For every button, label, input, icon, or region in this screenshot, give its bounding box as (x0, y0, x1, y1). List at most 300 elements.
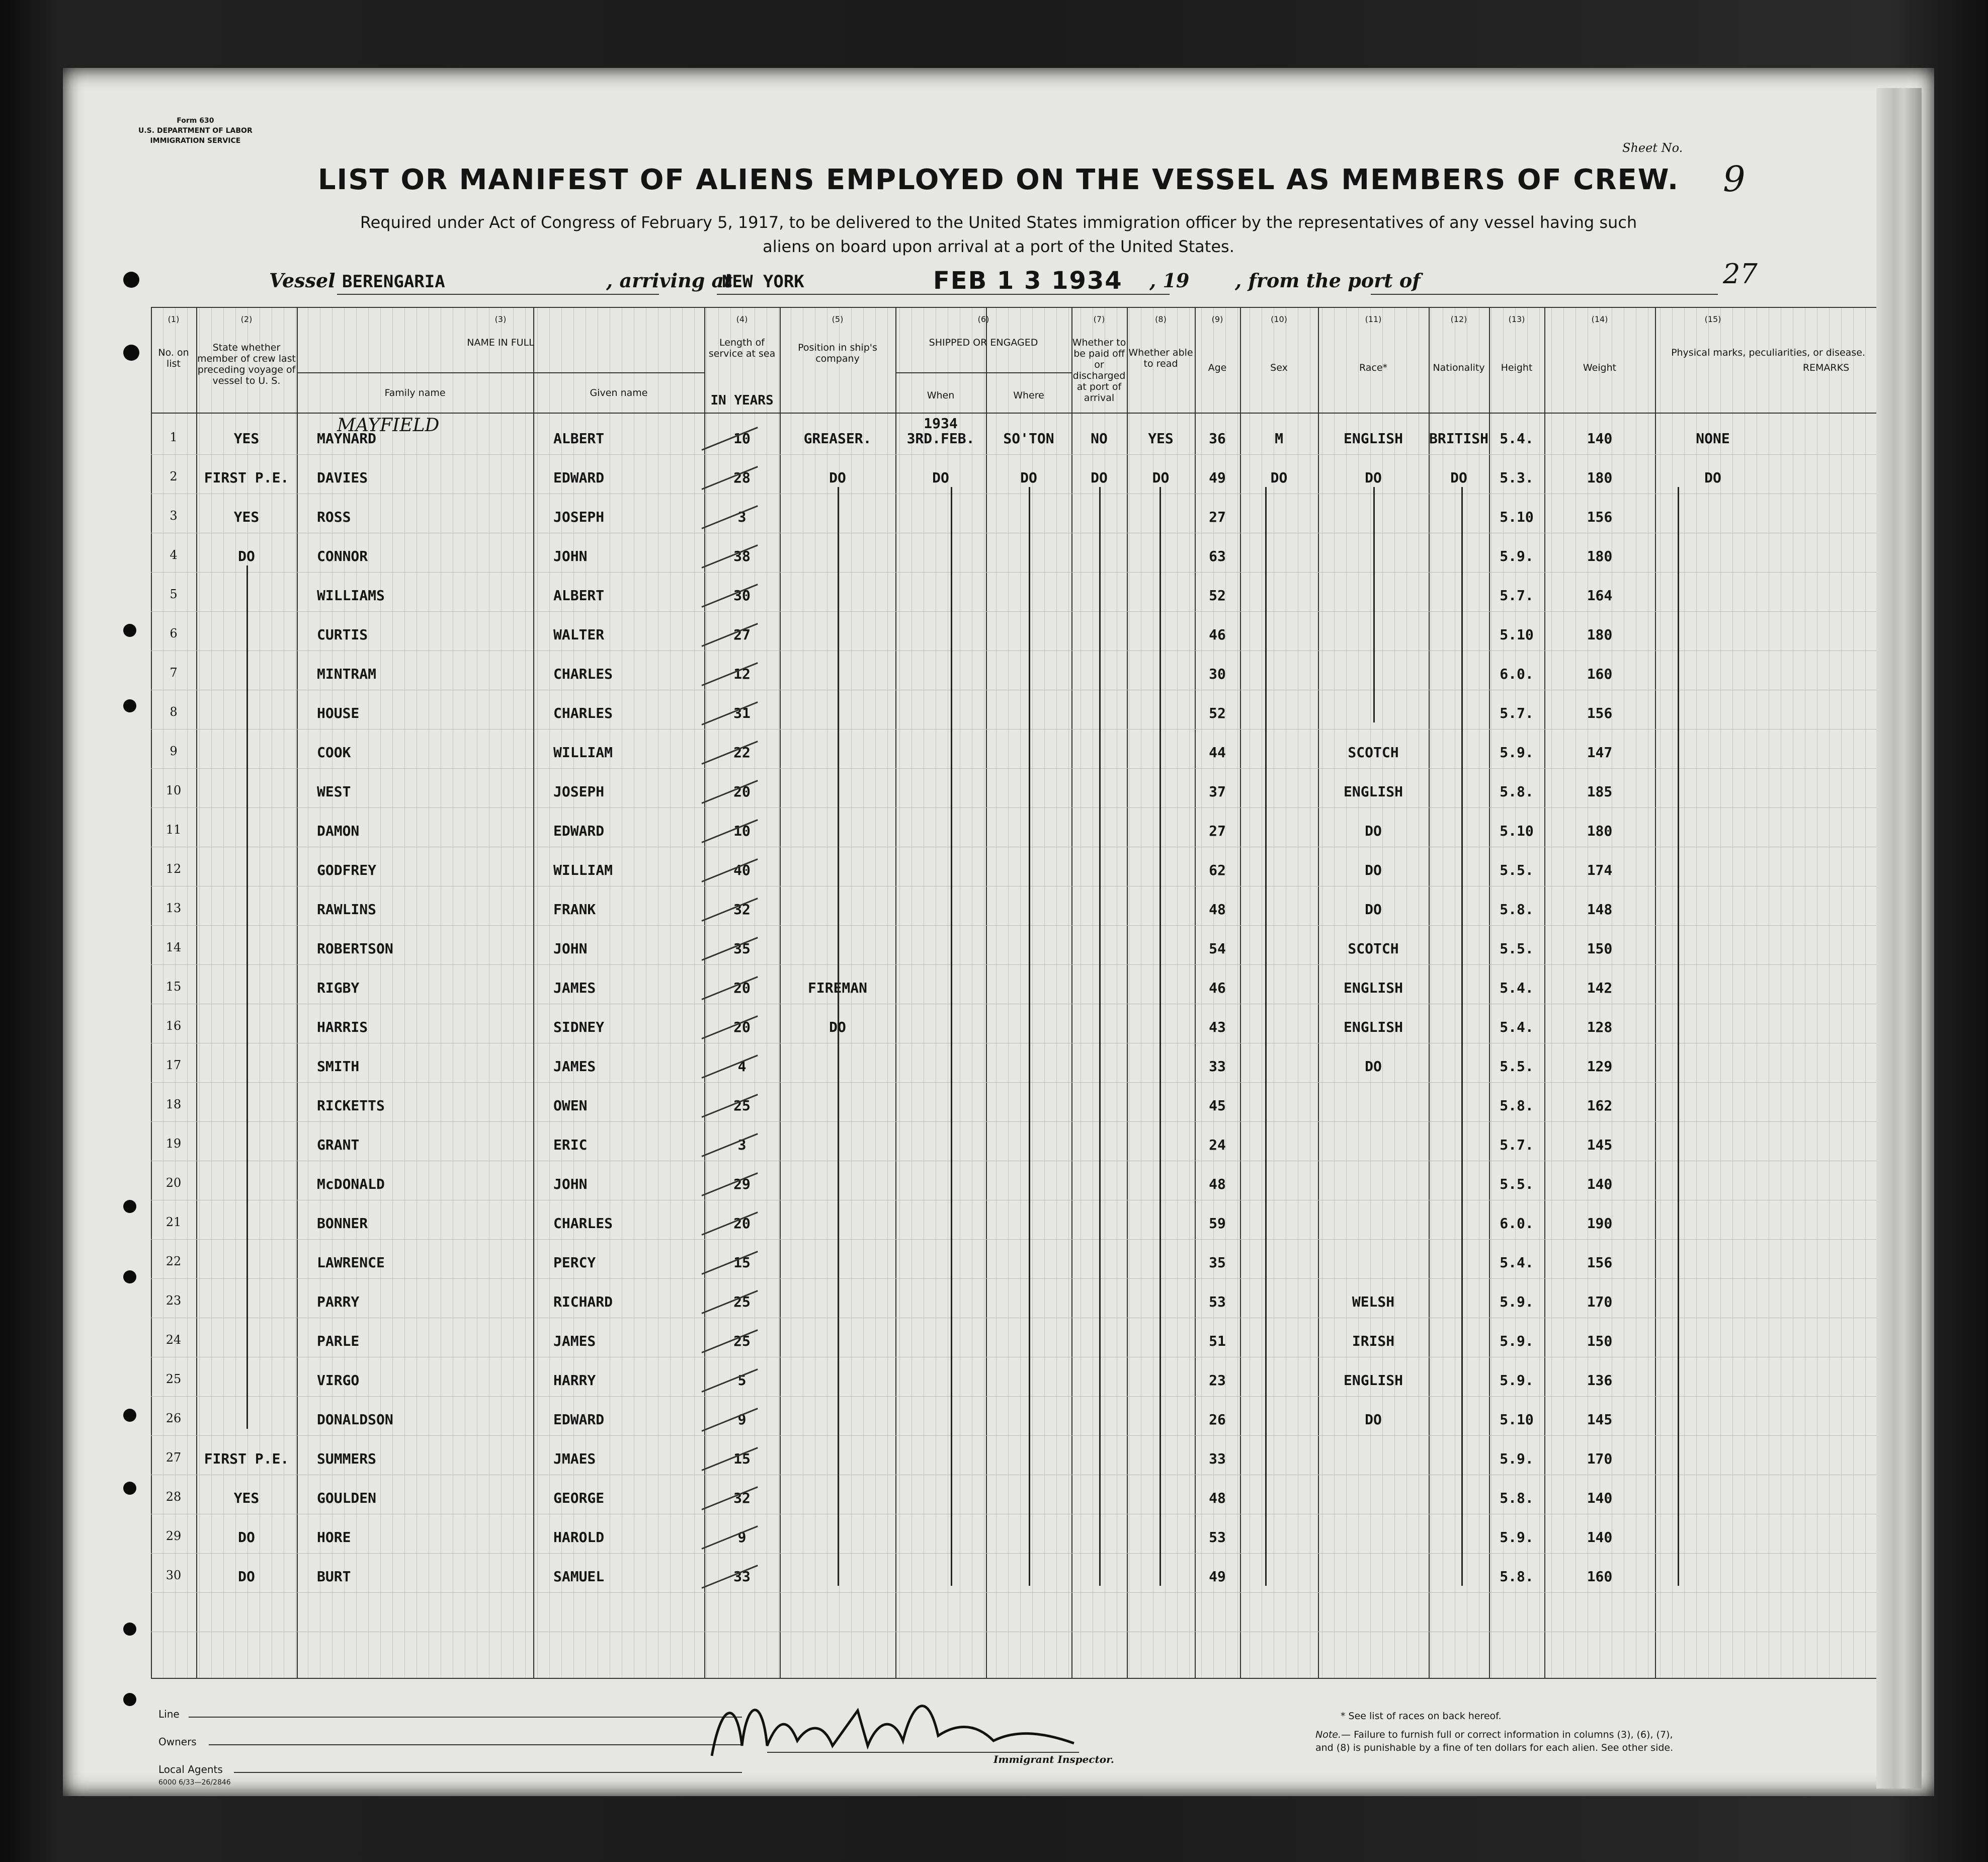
cell-weight: 145 (1587, 1411, 1613, 1428)
cell-given: FRANK (553, 901, 596, 918)
column-separator (1429, 307, 1430, 1678)
grid-fine-line (694, 307, 695, 1678)
binder-hole (123, 1200, 136, 1213)
cell-years: 10 (733, 823, 751, 839)
cell-race: ENGLISH (1343, 980, 1403, 996)
row-number: 7 (170, 666, 178, 680)
column-separator (1127, 307, 1128, 1678)
row-number: 2 (170, 469, 178, 483)
header-able-read: Whether able to read (1128, 347, 1193, 369)
cell-years: 9 (737, 1411, 747, 1428)
cell-position: DO (829, 1019, 846, 1035)
cell-given: JAMES (553, 980, 596, 996)
cell-years: 28 (733, 469, 751, 486)
grid-fine-line (1853, 307, 1854, 1678)
header-when: When (927, 390, 955, 401)
column-number: (8) (1155, 314, 1167, 324)
cell-age: 27 (1209, 823, 1226, 839)
cell-given: RICHARD (553, 1293, 613, 1310)
cell-family: GOULDEN (317, 1490, 377, 1506)
grid-fine-line (1068, 307, 1069, 1678)
cell-height: 5.9. (1500, 1450, 1534, 1467)
cell-given: CHARLES (553, 666, 613, 682)
column-number: (6) (977, 314, 989, 324)
cell-height: 5.9. (1500, 548, 1534, 564)
header-no-on-list: No. on list (158, 347, 189, 369)
cell-race: IRISH (1352, 1333, 1395, 1349)
cell-weight: 136 (1587, 1372, 1613, 1389)
cell-age: 23 (1209, 1372, 1226, 1389)
cell-family: BURT (317, 1568, 351, 1585)
cell-given: WILLIAM (553, 862, 613, 878)
cell-when: DO (932, 469, 949, 486)
cell-weight: 180 (1587, 469, 1613, 486)
header-physical: Physical marks, peculiarities, or disease. (1671, 347, 1865, 358)
cell-family: COOK (317, 744, 351, 761)
manifest-table (151, 307, 1881, 1678)
ditto-line (1461, 487, 1463, 1586)
grid-fine-line (380, 307, 381, 1678)
grid-fine-line (899, 307, 900, 1678)
handwritten-correction: MAYFIELD (337, 415, 440, 436)
cell-given: GEORGE (553, 1490, 605, 1506)
row-number: 26 (165, 1411, 182, 1425)
cell-age: 53 (1209, 1293, 1226, 1310)
cell-given: EDWARD (553, 469, 605, 486)
cell-age: 63 (1209, 548, 1226, 564)
cell-given: WILLIAM (553, 744, 613, 761)
races-note: * See list of races on back hereof. (1341, 1711, 1502, 1722)
cell-years: 33 (733, 1568, 751, 1585)
ditto-line (1099, 487, 1101, 1586)
row-rule (151, 1592, 1881, 1593)
row-rule (151, 925, 1881, 926)
row-rule (151, 1082, 1881, 1083)
cell-height: 5.5. (1500, 1176, 1534, 1192)
row-rule (151, 807, 1881, 808)
cell-weight: 162 (1587, 1097, 1613, 1114)
cell-prev: DO (238, 548, 255, 564)
cell-height: 5.4. (1500, 980, 1534, 996)
date-stamp: FEB 1 3 1934 (933, 267, 1123, 295)
row-number: 1 (170, 430, 178, 444)
cell-height: 5.9. (1500, 744, 1534, 761)
cell-given: ERIC (553, 1137, 588, 1153)
cell-age: 33 (1209, 1058, 1226, 1075)
cell-years: 20 (733, 783, 751, 800)
cell-years: 5 (737, 1372, 747, 1389)
cell-race: ENGLISH (1343, 783, 1403, 800)
header-family-name: Family name (384, 387, 446, 398)
grid-fine-line (1660, 307, 1661, 1678)
cell-years: 3 (737, 509, 747, 525)
row-number: 24 (165, 1333, 182, 1347)
grid-fine-line (404, 307, 405, 1678)
ditto-line (1678, 487, 1679, 1586)
column-separator (1071, 307, 1072, 1678)
cell-given: HARRY (553, 1372, 596, 1389)
note-label: Note.— (1315, 1729, 1351, 1740)
grid-fine-line (1732, 307, 1733, 1678)
cell-family: SMITH (317, 1058, 360, 1075)
cell-when-year: 1934 (924, 415, 958, 432)
row-number: 15 (165, 980, 182, 994)
grid-fine-line (1189, 307, 1190, 1678)
cell-height: 5.5. (1500, 940, 1534, 957)
cell-family: RAWLINS (317, 901, 377, 918)
cell-weight: 160 (1587, 666, 1613, 682)
cell-weight: 170 (1587, 1450, 1613, 1467)
row-number: 6 (170, 626, 178, 640)
cell-family: DAMON (317, 823, 360, 839)
cell-given: EDWARD (553, 823, 605, 839)
cell-nationality: BRITISH (1429, 430, 1488, 447)
cell-prev: YES (233, 1490, 260, 1506)
row-number: 27 (165, 1450, 182, 1465)
row-number: 20 (165, 1176, 182, 1190)
cell-weight: 174 (1587, 862, 1613, 878)
cell-age: 51 (1209, 1333, 1226, 1349)
cell-prev: FIRST P.E. (204, 469, 289, 486)
cell-family: GODFREY (317, 862, 377, 878)
grid-fine-line (1865, 307, 1866, 1678)
cell-given: SIDNEY (553, 1019, 605, 1035)
cell-weight: 160 (1587, 1568, 1613, 1585)
row-number: 10 (165, 783, 182, 797)
cell-given: SAMUEL (553, 1568, 605, 1585)
arriving-label: , arriving at (606, 269, 733, 292)
header-age: Age (1208, 362, 1227, 373)
cell-given: JAMES (553, 1058, 596, 1075)
cell-given: JMAES (553, 1450, 596, 1467)
binder-hole (123, 1693, 136, 1706)
cell-family: HARRIS (317, 1019, 368, 1035)
column-separator (986, 307, 987, 1678)
grid-fine-line (1829, 307, 1830, 1678)
row-rule (151, 768, 1881, 769)
cell-years: 25 (733, 1333, 751, 1349)
cell-years: 29 (733, 1176, 751, 1192)
cell-given: JOHN (553, 548, 588, 564)
row-number: 30 (165, 1568, 182, 1582)
cell-weight: 147 (1587, 744, 1613, 761)
binder-hole (123, 1270, 136, 1283)
ditto-line (1373, 487, 1375, 722)
subtitle-line-1: Required under Act of Congress of February 5, 1917, to be delivered to the United States immigration officer by the representatives of any vessel having such (360, 213, 1637, 232)
cell-given: JAMES (553, 1333, 596, 1349)
cell-weight: 180 (1587, 626, 1613, 643)
agents-underline (234, 1771, 742, 1773)
cell-age: 45 (1209, 1097, 1226, 1114)
cell-years: 25 (733, 1293, 751, 1310)
grid-fine-line (1032, 307, 1033, 1678)
ditto-line (838, 1036, 839, 1586)
cell-family: RIGBY (317, 980, 360, 996)
cell-family: HORE (317, 1529, 351, 1546)
header-length-service: Length of service at sea (708, 337, 776, 359)
cell-given: OWEN (553, 1097, 588, 1114)
cell-race: SCOTCH (1348, 940, 1399, 957)
grid-fine-line (501, 307, 502, 1678)
column-number: (15) (1704, 314, 1721, 324)
row-number: 25 (165, 1372, 182, 1386)
cell-prev: DO (238, 1568, 255, 1585)
page-title: LIST OR MANIFEST OF ALIENS EMPLOYED ON THE VESSEL AS MEMBERS OF CREW. (317, 164, 1680, 196)
cell-age: 27 (1209, 509, 1226, 525)
cell-family: VIRGO (317, 1372, 360, 1389)
row-number: 21 (165, 1215, 182, 1229)
cell-age: 44 (1209, 744, 1226, 761)
cell-age: 53 (1209, 1529, 1226, 1546)
cell-given: JOHN (553, 940, 588, 957)
cell-height: 6.0. (1500, 666, 1534, 682)
line-label: Line (158, 1708, 180, 1720)
column-number: (9) (1211, 314, 1223, 324)
cell-age: 54 (1209, 940, 1226, 957)
cell-age: 52 (1209, 705, 1226, 721)
form-number: Form 630 (177, 117, 214, 125)
row-number: 3 (170, 509, 178, 523)
cell-given: PERCY (553, 1254, 596, 1271)
column-number: (7) (1093, 314, 1105, 324)
from-port-underline (1371, 292, 1718, 295)
sheet-number: 9 (1723, 158, 1746, 200)
cell-given: ALBERT (553, 430, 605, 447)
cell-position: GREASER. (803, 430, 872, 447)
year-label: , 19 (1149, 269, 1190, 292)
header-sex: Sex (1270, 362, 1288, 373)
arrival-underline (717, 292, 938, 295)
grid-fine-line (1056, 307, 1057, 1678)
row-number: 16 (165, 1019, 182, 1033)
cell-height: 5.10 (1500, 626, 1534, 643)
date-underline (928, 292, 1170, 295)
cell-family: PARLE (317, 1333, 360, 1349)
row-number: 14 (165, 940, 182, 954)
cell-age: 24 (1209, 1137, 1226, 1153)
cell-race: WELSH (1352, 1293, 1395, 1310)
page-number: 27 (1723, 258, 1758, 290)
header-weight: Weight (1583, 362, 1617, 373)
cell-height: 5.8. (1500, 1490, 1534, 1506)
header-nationality: Nationality (1433, 362, 1485, 373)
header-position: Position in ship's company (798, 342, 877, 364)
header-name-in-full: NAME IN FULL (467, 337, 534, 348)
row-rule (151, 1396, 1881, 1397)
cell-family: GRANT (317, 1137, 360, 1153)
cell-years: 15 (733, 1254, 751, 1271)
column-number: (4) (736, 314, 748, 324)
cell-physical: NONE (1696, 430, 1730, 447)
cell-height: 5.8. (1500, 783, 1534, 800)
binder-hole (123, 699, 136, 712)
cell-years: 10 (733, 430, 751, 447)
cell-years: 20 (733, 1215, 751, 1232)
cell-family: WEST (317, 783, 351, 800)
note-text: Failure to furnish full or correct information in columns (3), (6), (7), and (8) is punishable by a fine of ten dollars for each alien. See other side. (1315, 1729, 1674, 1753)
cell-years: 15 (733, 1450, 751, 1467)
page-stack-edge (1876, 88, 1922, 1789)
cell-years: 4 (737, 1058, 747, 1075)
cell-years: 31 (733, 705, 751, 721)
cell-family: BONNER (317, 1215, 368, 1232)
row-number: 8 (170, 705, 178, 719)
cell-given: CHARLES (553, 705, 613, 721)
cell-height: 5.9. (1500, 1372, 1534, 1389)
cell-age: 52 (1209, 587, 1226, 604)
cell-read: YES (1148, 430, 1174, 447)
cell-family: DONALDSON (317, 1411, 393, 1428)
cell-weight: 164 (1587, 587, 1613, 604)
column-number: (3) (494, 314, 507, 324)
cell-height: 5.4. (1500, 430, 1534, 447)
row-rule (151, 1435, 1881, 1436)
cell-nationality: DO (1450, 469, 1467, 486)
cell-age: 36 (1209, 430, 1226, 447)
row-number: 23 (165, 1293, 182, 1308)
row-number: 17 (165, 1058, 182, 1072)
grid-fine-line (1708, 307, 1709, 1678)
cell-weight: 140 (1587, 1529, 1613, 1546)
binder-hole (123, 345, 139, 361)
row-rule (151, 1121, 1881, 1122)
row-rule (151, 1278, 1881, 1279)
cell-age: 49 (1209, 1568, 1226, 1585)
cell-family: PARRY (317, 1293, 360, 1310)
column-separator (1240, 307, 1241, 1678)
cell-age: 35 (1209, 1254, 1226, 1271)
form-identifier (138, 116, 253, 146)
row-number: 19 (165, 1137, 182, 1151)
cell-height: 5.8. (1500, 1097, 1534, 1114)
arrival-port: NEW YORK (722, 272, 804, 292)
grid-fine-line (549, 307, 550, 1678)
cell-family: RICKETTS (317, 1097, 385, 1114)
grid-fine-line (1672, 307, 1673, 1678)
manifest-sheet (63, 68, 1934, 1796)
grid-fine-line (513, 307, 514, 1678)
cell-height: 5.4. (1500, 1254, 1534, 1271)
column-number: (12) (1450, 314, 1467, 324)
header-paid-off: Whether to be paid off or discharged at port of arrival (1072, 337, 1126, 403)
row-rule (151, 572, 1881, 573)
cell-given: JOSEPH (553, 509, 605, 525)
cell-where: DO (1020, 469, 1037, 486)
shipped-header-divider (895, 372, 1071, 373)
cell-weight: 190 (1587, 1215, 1613, 1232)
cell-age: 48 (1209, 1176, 1226, 1192)
vessel-label: Vessel (269, 269, 336, 292)
cell-weight: 156 (1587, 509, 1613, 525)
cell-years: 22 (733, 744, 751, 761)
ditto-line (246, 565, 248, 1429)
column-number: (13) (1508, 314, 1525, 324)
header-given-name: Given name (590, 387, 648, 398)
fine-note (1315, 1728, 1683, 1754)
cell-weight: 148 (1587, 901, 1613, 918)
grid-fine-line (525, 307, 526, 1678)
grid-fine-line (1165, 307, 1166, 1678)
cell-position: FIREMAN (807, 980, 867, 996)
cell-height: 5.10 (1500, 823, 1534, 839)
cell-age: 46 (1209, 626, 1226, 643)
ditto-line (1029, 487, 1030, 1586)
cell-race: ENGLISH (1343, 1019, 1403, 1035)
column-number: (1) (168, 314, 180, 324)
cell-height: 5.10 (1500, 1411, 1534, 1428)
cell-weight: 150 (1587, 940, 1613, 957)
row-number: 4 (170, 548, 178, 562)
cell-years: 27 (733, 626, 751, 643)
cell-age: 48 (1209, 901, 1226, 918)
cell-height: 5.10 (1500, 509, 1534, 525)
cell-age: 46 (1209, 980, 1226, 996)
column-separator (895, 307, 896, 1678)
cell-weight: 140 (1587, 430, 1613, 447)
owners-label: Owners (158, 1736, 197, 1748)
column-number: (10) (1271, 314, 1287, 324)
cell-height: 6.0. (1500, 1215, 1534, 1232)
subtitle-line-2: aliens on board upon arrival at a port of the United States. (763, 237, 1234, 256)
cell-age: 37 (1209, 783, 1226, 800)
cell-given: CHARLES (553, 1215, 613, 1232)
cell-family: MAYNARD (317, 430, 377, 447)
cell-age: 30 (1209, 666, 1226, 682)
cell-height: 5.9. (1500, 1293, 1534, 1310)
row-number: 12 (165, 862, 182, 876)
cell-paid: NO (1091, 430, 1108, 447)
cell-height: 5.9. (1500, 1333, 1534, 1349)
grid-fine-line (1684, 307, 1685, 1678)
header-height: Height (1501, 362, 1533, 373)
cell-family: ROSS (317, 509, 351, 525)
row-rule (151, 729, 1881, 730)
cell-height: 5.7. (1500, 705, 1534, 721)
binder-hole (123, 272, 139, 288)
cell-paid: DO (1091, 469, 1108, 486)
row-number: 13 (165, 901, 182, 915)
cell-weight: 142 (1587, 980, 1613, 996)
row-number: 22 (165, 1254, 182, 1268)
row-rule (151, 611, 1881, 612)
cell-race: DO (1365, 1411, 1382, 1428)
grid-fine-line (996, 307, 997, 1678)
cell-height: 5.5. (1500, 1058, 1534, 1075)
grid-fine-line (1177, 307, 1178, 1678)
grid-fine-line (392, 307, 393, 1678)
cell-years: 32 (733, 901, 751, 918)
cell-weight: 145 (1587, 1137, 1613, 1153)
header-in-years: IN YEARS (710, 393, 774, 408)
column-separator (151, 307, 152, 1678)
cell-age: 59 (1209, 1215, 1226, 1232)
sheet-label: Sheet No. (1622, 141, 1683, 155)
column-number: (2) (240, 314, 253, 324)
cell-years: 20 (733, 1019, 751, 1035)
inspector-label: Immigrant Inspector. (993, 1753, 1114, 1765)
cell-family: MINTRAM (317, 666, 377, 682)
cell-given: JOSEPH (553, 783, 605, 800)
cell-family: DAVIES (317, 469, 368, 486)
row-number: 18 (165, 1097, 182, 1111)
from-port-label: , from the port of (1235, 269, 1421, 292)
cell-weight: 156 (1587, 1254, 1613, 1271)
grid-fine-line (1044, 307, 1045, 1678)
department: U.S. DEPARTMENT OF LABOR (138, 127, 253, 135)
header-shipped-engaged: SHIPPED OR ENGAGED (929, 337, 1038, 348)
cell-sex: DO (1270, 469, 1288, 486)
cell-height: 5.5. (1500, 862, 1534, 878)
